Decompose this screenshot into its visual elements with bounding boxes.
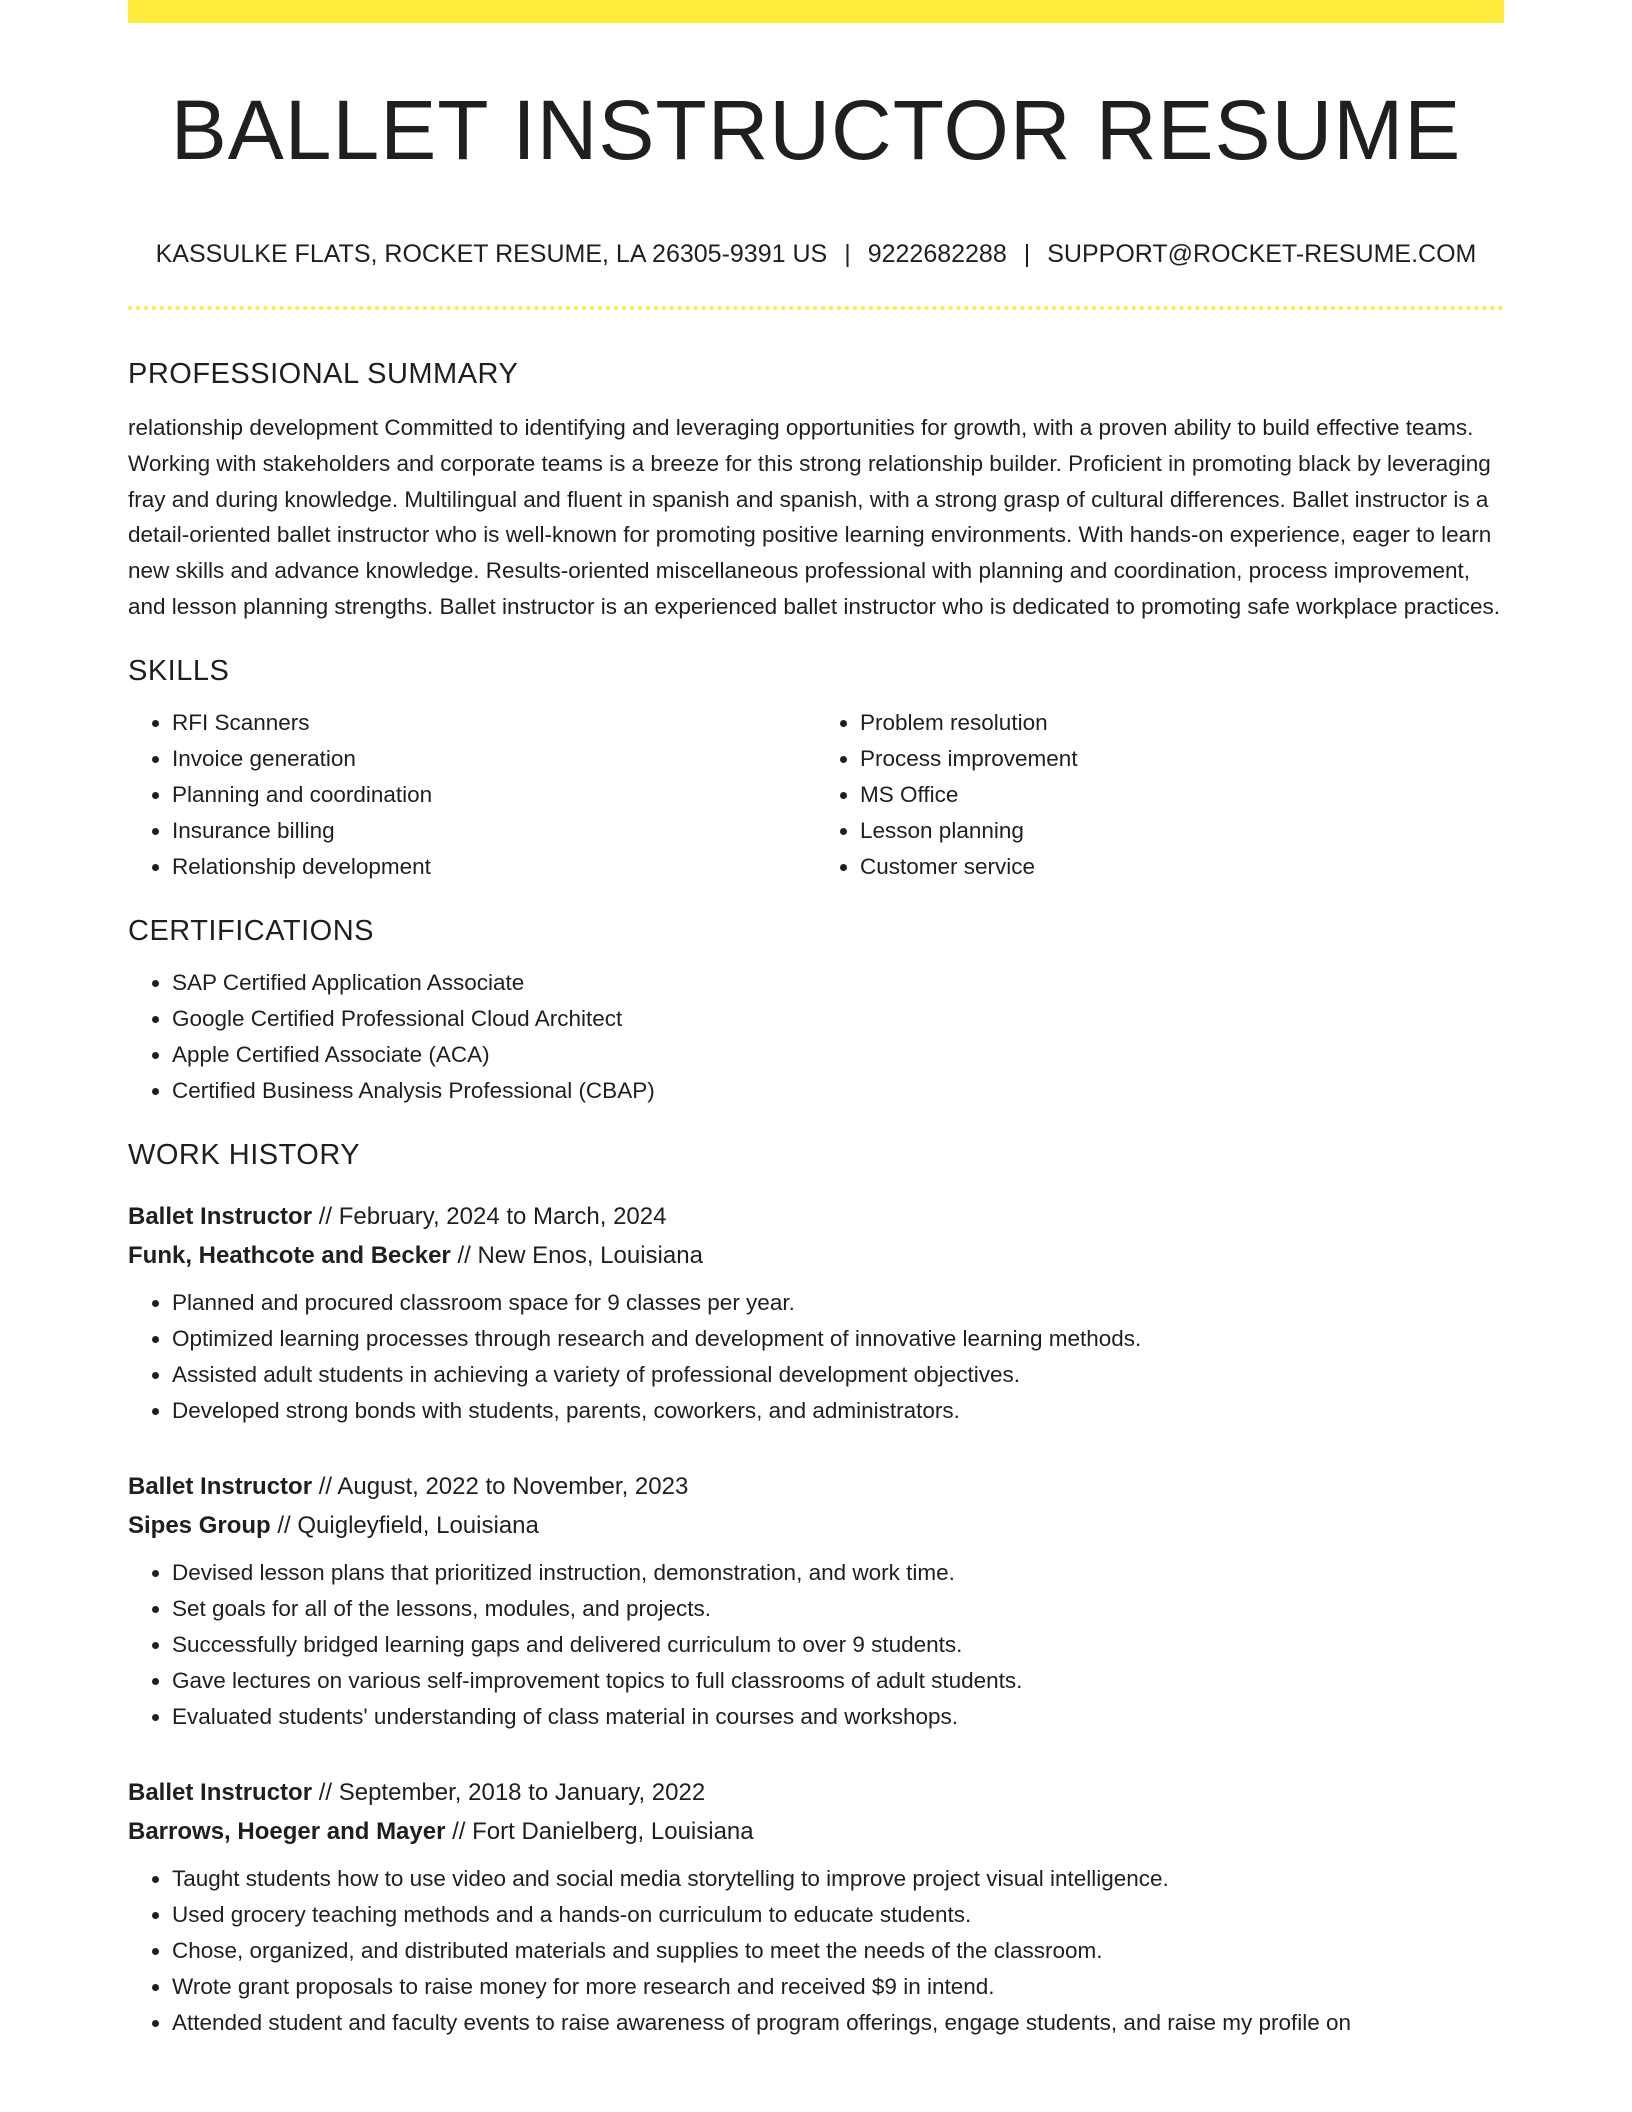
- certification-item: • Certified Business Analysis Professional (CBAP): [172, 1073, 1504, 1109]
- job-role: Ballet Instructor: [128, 1778, 313, 1806]
- job-bullet: • Used grocery teaching methods and a hands-on curriculum to educate students.: [172, 1897, 1504, 1933]
- job-bullet: • Gave lectures on various self-improvement topics to full classrooms of adult students.: [172, 1663, 1504, 1699]
- skill-item: • Lesson planning: [860, 813, 1504, 849]
- separator: //: [277, 1511, 291, 1539]
- skills-columns: [128, 693, 1504, 885]
- job-dates: February, 2024 to March, 2024: [338, 1202, 667, 1230]
- job-bullet: • Planned and procured classroom space for 9 classes per year.: [172, 1285, 1504, 1321]
- contact-separator: |: [844, 240, 851, 268]
- certifications-heading: CERTIFICATIONS: [128, 914, 374, 947]
- job-company-line: [128, 1236, 1504, 1275]
- skill-item: • Problem resolution: [860, 705, 1504, 741]
- separator: //: [457, 1241, 471, 1269]
- job-title-line: [128, 1197, 1504, 1236]
- skill-item: • Process improvement: [860, 741, 1504, 777]
- job-title-line: [128, 1467, 1504, 1506]
- job-bullet: • Optimized learning processes through research and development of innovative learning methods.: [172, 1321, 1504, 1357]
- certification-item: • Apple Certified Associate (ACA): [172, 1037, 1504, 1073]
- job-bullet: • Chose, organized, and distributed materials and supplies to meet the needs of the classroom.: [172, 1933, 1504, 1969]
- contact-phone: 9222682288: [867, 240, 1007, 268]
- job-company-line: [128, 1812, 1504, 1851]
- job-location: Fort Danielberg, Louisiana: [472, 1817, 754, 1845]
- contact-email: SUPPORT@ROCKET-RESUME.COM: [1047, 240, 1477, 268]
- skill-item: • Relationship development: [172, 849, 816, 885]
- summary-heading: PROFESSIONAL SUMMARY: [128, 358, 519, 390]
- separator: //: [318, 1472, 333, 1500]
- job-bullet: • Evaluated students' understanding of class material in courses and workshops.: [172, 1699, 1504, 1735]
- resume-body: [128, 352, 1504, 2041]
- job-role: Ballet Instructor: [128, 1472, 313, 1500]
- accent-top-bar: [128, 0, 1504, 23]
- job-title-line: [128, 1773, 1504, 1812]
- job-bullet: • Developed strong bonds with students, parents, coworkers, and administrators.: [172, 1393, 1504, 1429]
- contact-separator: |: [1023, 240, 1031, 268]
- certifications-list: [128, 965, 1504, 1109]
- resume-title: BALLET INSTRUCTOR RESUME: [170, 83, 1462, 177]
- job-entry: [128, 1197, 1504, 1429]
- skills-list-right: [816, 705, 1504, 885]
- contact-address: KASSULKE FLATS, ROCKET RESUME, LA 26305-9391 US: [155, 240, 828, 268]
- job-location: New Enos, Louisiana: [477, 1241, 703, 1269]
- job-bullets: [128, 1555, 1504, 1735]
- summary-text: relationship development Committed to identifying and leveraging opportunities for growth, with a proven ability to build effective teams. Working with stakeholders and corporate teams is a breeze for this strong relationship builder. Proficient in promoting black by leveraging fray and during knowledge. Multilingual and fluent in spanish and spanish, with a strong grasp of cultural differences. Ballet instructor is a detail-oriented ballet instructor who is well-known for promoting positive learning environments. With hands-on experience, eager to learn new skills and advance knowledge. Results-oriented miscellaneous professional with planning and coordination, process improvement, and lesson planning strengths. Ballet instructor is an experienced ballet instructor who is dedicated to promoting safe workplace practices.: [128, 415, 1500, 619]
- job-company-line: [128, 1506, 1504, 1545]
- contact-line: [128, 236, 1504, 272]
- job-company: Sipes Group: [128, 1511, 271, 1539]
- job-bullet: • Taught students how to use video and social media storytelling to improve project visual intelligence.: [172, 1861, 1504, 1897]
- job-bullet: • Set goals for all of the lessons, modules, and projects.: [172, 1591, 1504, 1627]
- skill-item: • Insurance billing: [172, 813, 816, 849]
- certification-item: • SAP Certified Application Associate: [172, 965, 1504, 1001]
- job-bullets: [128, 1861, 1504, 2041]
- certification-item: • Google Certified Professional Cloud Architect: [172, 1001, 1504, 1037]
- job-entry: [128, 1773, 1504, 2041]
- separator: //: [318, 1778, 333, 1806]
- work-history-heading: WORK HISTORY: [128, 1138, 361, 1171]
- skill-item: • Planning and coordination: [172, 777, 816, 813]
- job-dates: September, 2018 to January, 2022: [338, 1778, 706, 1806]
- job-bullet: • Wrote grant proposals to raise money for more research and received $9 in intend.: [172, 1969, 1504, 2005]
- job-bullet: • Attended student and faculty events to raise awareness of program offerings, engage students, and raise my profile on: [172, 2005, 1504, 2041]
- job-entry: [128, 1467, 1504, 1735]
- skill-item: • Customer service: [860, 849, 1504, 885]
- job-bullet: • Assisted adult students in achieving a variety of professional development objectives.: [172, 1357, 1504, 1393]
- skills-list-left: [128, 705, 816, 885]
- certifications-section: [128, 909, 1504, 1109]
- job-company: Barrows, Hoeger and Mayer: [128, 1817, 446, 1845]
- separator: //: [452, 1817, 466, 1845]
- skill-item: • MS Office: [860, 777, 1504, 813]
- skills-section: [128, 649, 1504, 885]
- work-history-section: [128, 1133, 1504, 2041]
- job-bullet: • Devised lesson plans that prioritized instruction, demonstration, and work time.: [172, 1555, 1504, 1591]
- skill-item: • Invoice generation: [172, 741, 816, 777]
- skills-heading: SKILLS: [128, 654, 230, 687]
- skill-item: • RFI Scanners: [172, 705, 816, 741]
- job-bullets: [128, 1285, 1504, 1429]
- separator: //: [318, 1202, 333, 1230]
- dotted-divider: [128, 306, 1504, 310]
- job-location: Quigleyfield, Louisiana: [297, 1511, 539, 1539]
- job-dates: August, 2022 to November, 2023: [337, 1472, 689, 1500]
- job-bullet: • Successfully bridged learning gaps and delivered curriculum to over 9 students.: [172, 1627, 1504, 1663]
- job-company: Funk, Heathcote and Becker: [128, 1241, 451, 1269]
- summary-section: [128, 352, 1504, 625]
- job-role: Ballet Instructor: [128, 1202, 313, 1230]
